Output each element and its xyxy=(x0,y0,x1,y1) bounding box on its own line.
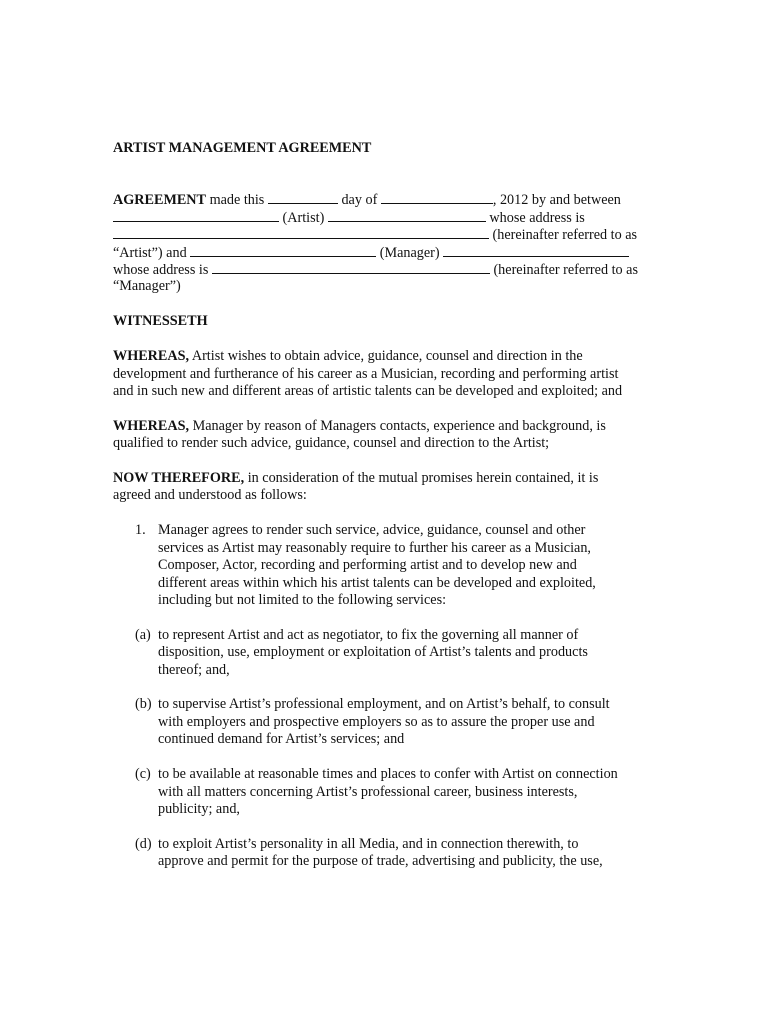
manager-extra-blank xyxy=(443,244,629,257)
sub-d-line: approve and permit for the purpose of trade, advertising and publicity, the use, xyxy=(158,853,603,870)
sub-b-line: continued demand for Artist’s services; and xyxy=(158,731,405,748)
whereas2-text: Manager by reason of Managers contacts, experience and background, is xyxy=(189,417,606,434)
sub-item-d xyxy=(113,836,673,871)
list-number: 1. xyxy=(135,522,146,539)
sub-marker: (c) xyxy=(135,766,151,783)
agreement-line-2 xyxy=(113,209,673,226)
sub-b-line: to supervise Artist’s professional employment, and on Artist’s behalf, to consult xyxy=(158,696,610,713)
manager-address-blank xyxy=(212,261,490,274)
date-month-blank xyxy=(381,191,493,204)
sub-a-line: thereof; and, xyxy=(158,661,230,678)
now-text: in consideration of the mutual promises herein contained, it is xyxy=(244,470,599,487)
agreement-lead: AGREEMENT xyxy=(113,192,207,209)
witnesseth-heading xyxy=(113,313,673,330)
whereas1-line-1 xyxy=(113,348,673,365)
whereas2-line-2: qualified to render such advice, guidance, counsel and direction to the Artist; xyxy=(113,435,550,452)
agreement-text: “Artist”) and xyxy=(113,244,191,261)
sub-d-line: to exploit Artist’s personality in all Media, and in connection therewith, to xyxy=(158,835,579,852)
agreement-text: (Artist) xyxy=(279,209,328,226)
now-therefore-paragraph xyxy=(113,470,673,505)
item1-line: services as Artist may reasonably require to further his career as a Musician, xyxy=(158,539,591,556)
agreement-line-6: “Manager”) xyxy=(113,278,181,295)
sub-a-line: disposition, use, employment or exploitation of Artist’s talents and products xyxy=(158,644,588,661)
agreement-line-3 xyxy=(113,226,673,243)
agreement-paragraph xyxy=(113,191,673,295)
whereas1-line-3: and in such new and different areas of artistic talents can be developed and exploited; and xyxy=(113,382,623,399)
whereas-paragraph-1 xyxy=(113,348,673,400)
agreement-text: whose address is xyxy=(485,209,585,226)
agreement-text: (hereinafter referred to as xyxy=(489,227,638,244)
agreement-text: made this xyxy=(206,192,268,209)
whereas1-line-2: development and furtherance of his career as a Musician, recording and performing artist xyxy=(113,365,619,382)
agreement-line-5 xyxy=(113,261,673,278)
sub-b-line: with employers and prospective employers so as to assure the proper use and xyxy=(158,713,595,730)
item1-line: different areas within which his artist talents can be developed and exploited, xyxy=(158,574,596,591)
agreement-text: day of xyxy=(337,192,381,209)
sub-marker: (d) xyxy=(135,835,152,852)
item1-line: Composer, Actor, recording and performing artist and to develop new and xyxy=(158,557,577,574)
agreement-text: (hereinafter referred to as xyxy=(489,261,638,278)
agreement-line-4 xyxy=(113,244,673,261)
now-line-2: agreed and understood as follows: xyxy=(113,487,307,504)
agreement-text: whose address is xyxy=(113,261,212,278)
sub-item-b xyxy=(113,696,673,748)
document-page xyxy=(113,140,673,871)
sub-c-line: publicity; and, xyxy=(158,800,240,817)
item1-line: Manager agrees to render such service, advice, guidance, counsel and other xyxy=(158,522,586,539)
sub-a-line: to represent Artist and act as negotiator, to fix the governing all manner of xyxy=(158,626,579,643)
sub-c-line: with all matters concerning Artist’s professional career, business interests, xyxy=(158,783,578,800)
agreement-line-1 xyxy=(113,191,673,208)
sub-item-c xyxy=(113,766,673,818)
witnesseth-text: WITNESSETH xyxy=(113,313,208,330)
whereas-paragraph-2 xyxy=(113,418,673,453)
whereas1-lead: WHEREAS, xyxy=(113,348,190,365)
artist-address-blank-2 xyxy=(113,226,489,239)
list-item-1 xyxy=(113,522,673,609)
agreement-text: (Manager) xyxy=(376,244,444,261)
now-line-1 xyxy=(113,470,673,487)
sub-marker: (b) xyxy=(135,696,152,713)
item1-line: including but not limited to the following services: xyxy=(158,591,447,608)
whereas2-lead: WHEREAS, xyxy=(113,417,190,434)
artist-address-blank xyxy=(328,209,486,222)
now-lead: NOW THEREFORE, xyxy=(113,470,245,487)
whereas2-line-1 xyxy=(113,418,673,435)
date-day-blank xyxy=(268,191,338,204)
whereas1-text: Artist wishes to obtain advice, guidance, counsel and direction in the xyxy=(189,348,583,365)
sub-marker: (a) xyxy=(135,626,151,643)
document-title: ARTIST MANAGEMENT AGREEMENT xyxy=(113,140,372,156)
manager-name-blank xyxy=(190,244,376,257)
sub-item-a xyxy=(113,627,673,679)
artist-name-blank xyxy=(113,209,279,222)
sub-c-line: to be available at reasonable times and places to confer with Artist on connection xyxy=(158,766,618,783)
agreement-text: , 2012 by and between xyxy=(492,192,621,209)
